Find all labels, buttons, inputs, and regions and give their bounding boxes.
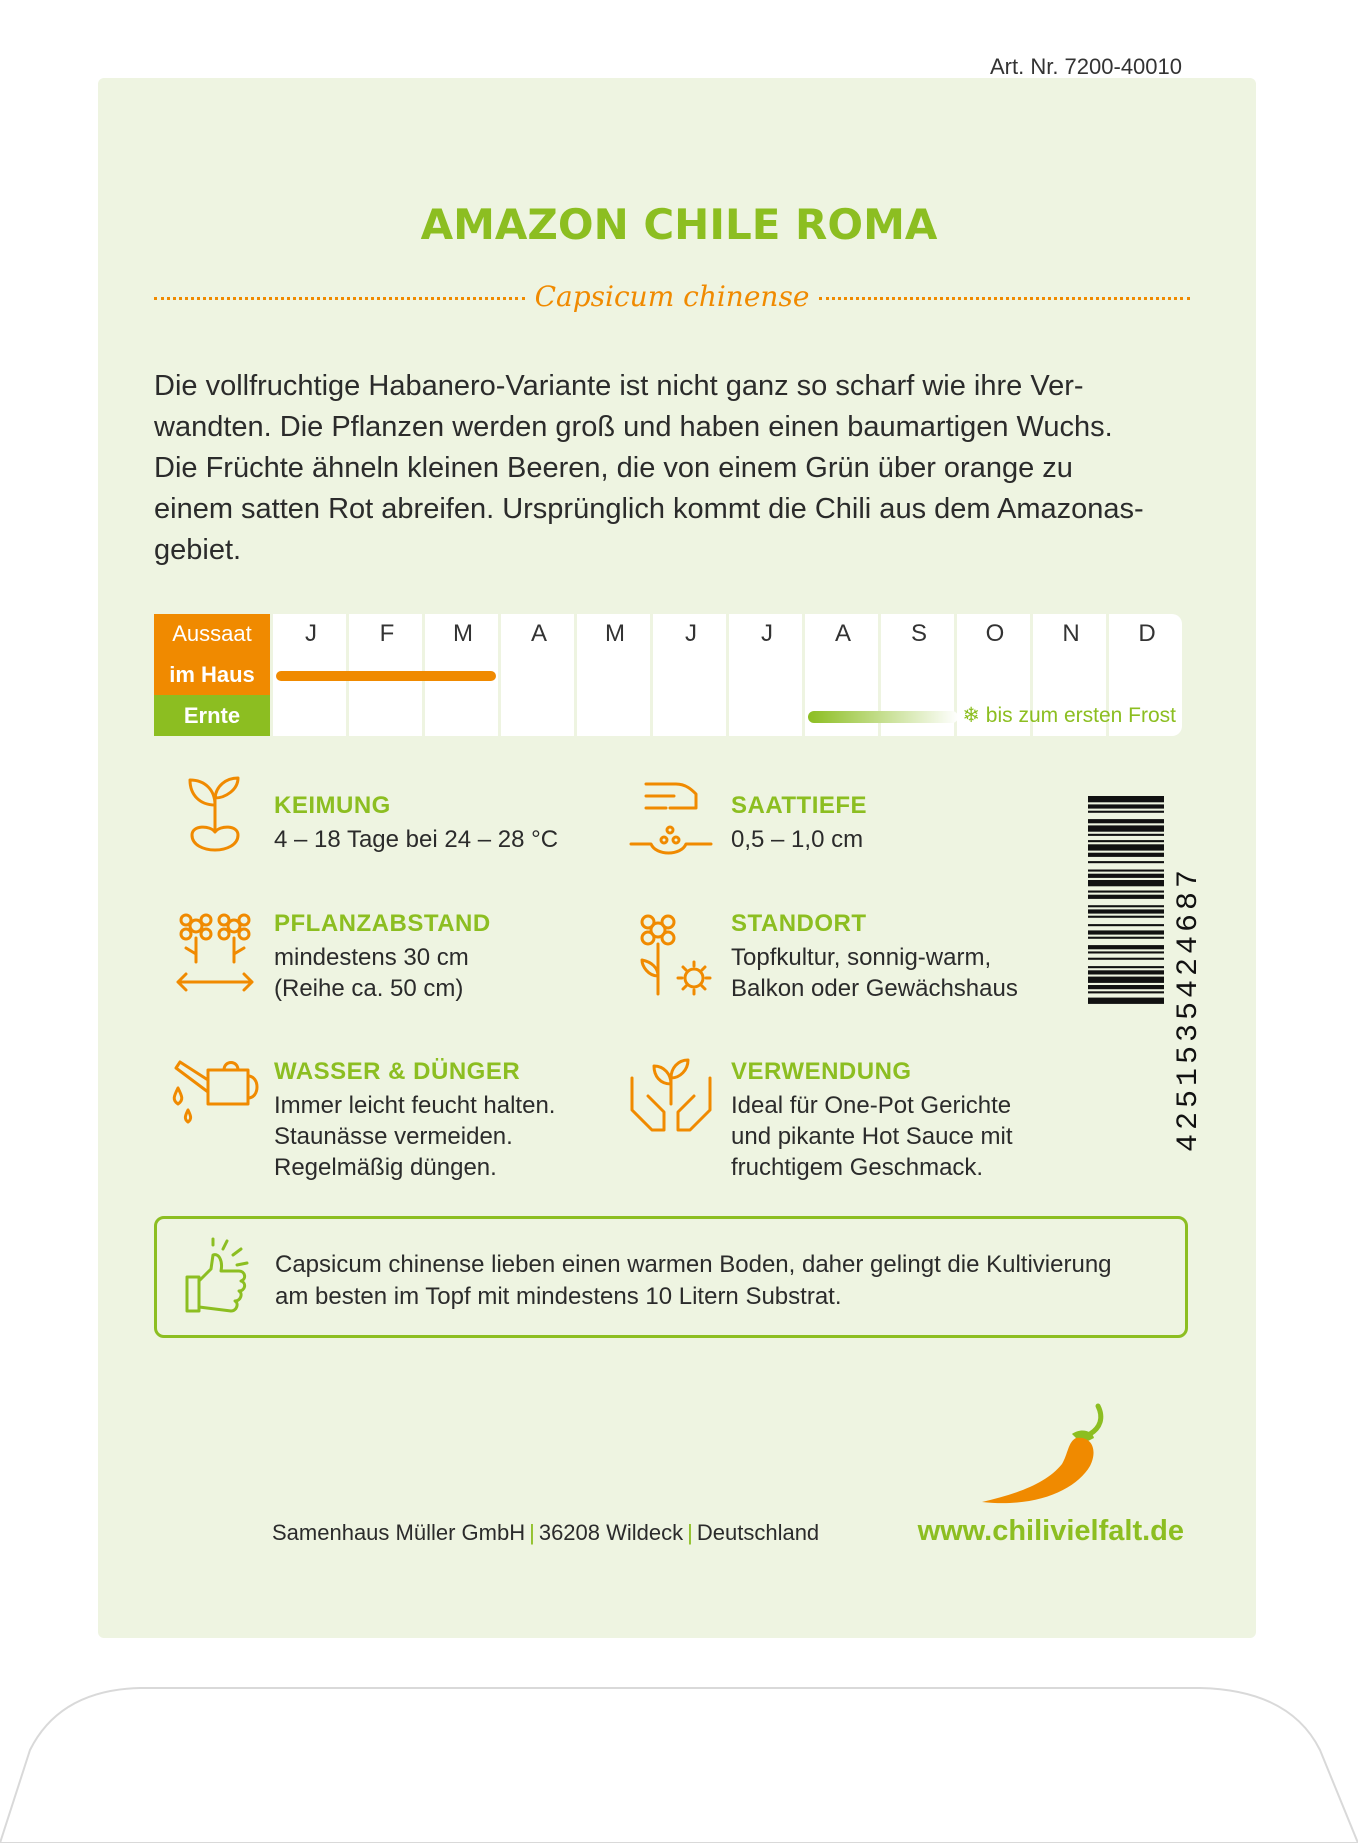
tip-line: am besten im Topf mit mindestens 10 Litern Substrat. xyxy=(275,1283,842,1310)
barcode-bar xyxy=(1088,895,1164,899)
barcode-bar xyxy=(1088,840,1164,842)
info-standort-title: STANDORT xyxy=(731,910,867,937)
tip-box xyxy=(154,1216,1188,1338)
description-line: gebiet. xyxy=(154,534,242,566)
info-standort xyxy=(731,910,1018,1004)
sowing-hand-icon xyxy=(626,774,716,870)
info-verwendung xyxy=(731,1058,1013,1183)
barcode-bar xyxy=(1088,844,1164,850)
info-wasser xyxy=(274,1058,555,1183)
tip-line: Capsicum chinense lieben einen warmen Boden, daher gelingt die Kultivierung xyxy=(275,1251,1112,1278)
tip-text xyxy=(275,1249,1155,1313)
description xyxy=(154,366,1194,571)
description-line: einem satten Rot abreifen. Ursprünglich kommt die Chili aus dem Amazonas- xyxy=(154,493,1144,525)
flower-sun-icon xyxy=(630,906,716,1002)
month-nov: N xyxy=(1030,614,1109,736)
barcode-bar xyxy=(1088,804,1164,808)
barcode-bar xyxy=(1088,998,1164,1004)
barcode-bar xyxy=(1088,909,1164,913)
chili-pepper-icon xyxy=(976,1404,1106,1512)
barcode-bar xyxy=(1088,945,1164,949)
info-line: Immer leicht feucht halten. xyxy=(274,1092,556,1119)
footer-city: 36208 Wildeck xyxy=(538,1520,684,1545)
barcode-bar xyxy=(1088,834,1164,836)
info-line: und pikante Hot Sauce mit xyxy=(731,1123,1013,1150)
product-title: AMAZON CHILE ROMA xyxy=(420,200,938,249)
info-pflanzabstand-text xyxy=(274,942,491,1004)
barcode-bar xyxy=(1088,891,1164,893)
info-keimung-title: KEIMUNG xyxy=(274,792,391,819)
month-sep: S xyxy=(878,614,957,736)
barcode-number: 4251535424687 xyxy=(1172,865,1206,1152)
dotted-divider-right xyxy=(819,297,1190,300)
calendar-label-aussaat: Aussaat xyxy=(154,614,270,654)
barcode xyxy=(1088,792,1206,1152)
description-line: Die Früchte ähneln kleinen Beeren, die von einem Grün über orange zu xyxy=(154,452,1073,484)
barcode-bar xyxy=(1088,916,1164,918)
barcode-bar xyxy=(1088,880,1164,886)
barcode-bar xyxy=(1088,966,1164,968)
subtitle-row xyxy=(154,276,1190,316)
footer-country: Deutschland xyxy=(696,1520,820,1545)
info-line: (Reihe ca. 50 cm) xyxy=(274,975,464,1002)
info-line: Regelmäßig düngen. xyxy=(274,1154,497,1181)
info-line: Ideal für One-Pot Gerichte xyxy=(731,1092,1012,1119)
description-line: wandten. Die Pflanzen werden groß und haben einen baumartigen Wuchs. xyxy=(154,411,1113,443)
info-line: mindestens 30 cm xyxy=(274,944,469,971)
info-saattiefe-text xyxy=(731,824,867,855)
ernte-bar xyxy=(808,711,958,723)
barcode-bar xyxy=(1088,796,1164,802)
barcode-bar xyxy=(1088,924,1164,926)
month-oct: O xyxy=(954,614,1033,736)
info-line: Staunässe vermeiden. xyxy=(274,1123,513,1150)
info-wasser-title: WASSER & DÜNGER xyxy=(274,1058,521,1085)
website-link[interactable]: www.chilivielfalt.de xyxy=(917,1515,1184,1547)
info-keimung xyxy=(274,792,558,855)
month-apr: A xyxy=(498,614,577,736)
barcode-bar xyxy=(1088,930,1164,934)
info-line: 0,5 – 1,0 cm xyxy=(731,826,864,853)
month-may: M xyxy=(574,614,653,736)
info-pflanzabstand-title: PFLANZABSTAND xyxy=(274,910,491,937)
barcode-bar xyxy=(1088,874,1164,878)
month-mar: M xyxy=(422,614,501,736)
barcode-bar xyxy=(1088,819,1164,823)
info-standort-text xyxy=(731,942,1018,1004)
aussaat-bar xyxy=(276,671,496,681)
barcode-bar xyxy=(1088,958,1164,960)
info-verwendung-title: VERWENDUNG xyxy=(731,1058,912,1085)
info-saattiefe xyxy=(731,792,867,855)
month-feb: F xyxy=(346,614,425,736)
barcode-bar xyxy=(1088,905,1164,907)
month-dec: D xyxy=(1106,614,1185,736)
info-saattiefe-title: SAATTIEFE xyxy=(731,792,868,819)
footer-separator: | xyxy=(529,1520,535,1545)
seedling-icon xyxy=(180,770,250,870)
barcode-bar xyxy=(1088,991,1164,993)
calendar-label-ernte: Ernte xyxy=(154,695,270,736)
month-jul: J xyxy=(726,614,805,736)
info-wasser-text xyxy=(274,1090,555,1183)
footer-address xyxy=(272,1520,819,1546)
barcode-bar xyxy=(1088,853,1164,857)
barcode-bar xyxy=(1088,970,1164,974)
description-line: Die vollfruchtige Habanero-Variante ist nicht ganz so scharf wie ihre Ver- xyxy=(154,370,1084,402)
barcode-bar xyxy=(1088,985,1164,989)
footer-separator: | xyxy=(687,1520,693,1545)
month-jun: J xyxy=(650,614,729,736)
info-line: Topfkultur, sonnig-warm, xyxy=(731,944,992,971)
frost-note: ❄ bis zum ersten Frost xyxy=(962,704,1176,727)
info-pflanzabstand xyxy=(274,910,491,1004)
barcode-bar xyxy=(1088,825,1164,831)
barcode-bar xyxy=(1088,870,1164,872)
footer-company: Samenhaus Müller GmbH xyxy=(272,1520,526,1545)
barcode-bar xyxy=(1088,937,1164,939)
info-line: 4 – 18 Tage bei 24 – 28 °C xyxy=(274,826,559,853)
hands-plant-icon xyxy=(626,1048,716,1138)
barcode-bar xyxy=(1088,861,1164,863)
plant-spacing-icon xyxy=(172,906,258,1002)
barcode-bar xyxy=(1088,951,1164,953)
article-number: Art. Nr. 7200-40010 xyxy=(989,54,1182,79)
calendar-label-im-haus: im Haus xyxy=(154,654,270,695)
info-keimung-text xyxy=(274,824,558,855)
barcode-bar xyxy=(1088,811,1164,813)
info-line: Balkon oder Gewächshaus xyxy=(731,975,1018,1002)
info-line: fruchtigem Geschmack. xyxy=(731,1154,984,1181)
barcode-bar xyxy=(1088,977,1164,983)
info-verwendung-text xyxy=(731,1090,1013,1183)
botanical-name: Capsicum chinense xyxy=(534,279,810,313)
month-aug: A xyxy=(802,614,881,736)
month-jan: J xyxy=(270,614,349,736)
packet-bottom-flap xyxy=(0,1670,1358,1843)
thumbs-up-icon xyxy=(177,1237,257,1317)
dotted-divider-left xyxy=(154,297,525,300)
watering-can-icon xyxy=(168,1040,264,1136)
